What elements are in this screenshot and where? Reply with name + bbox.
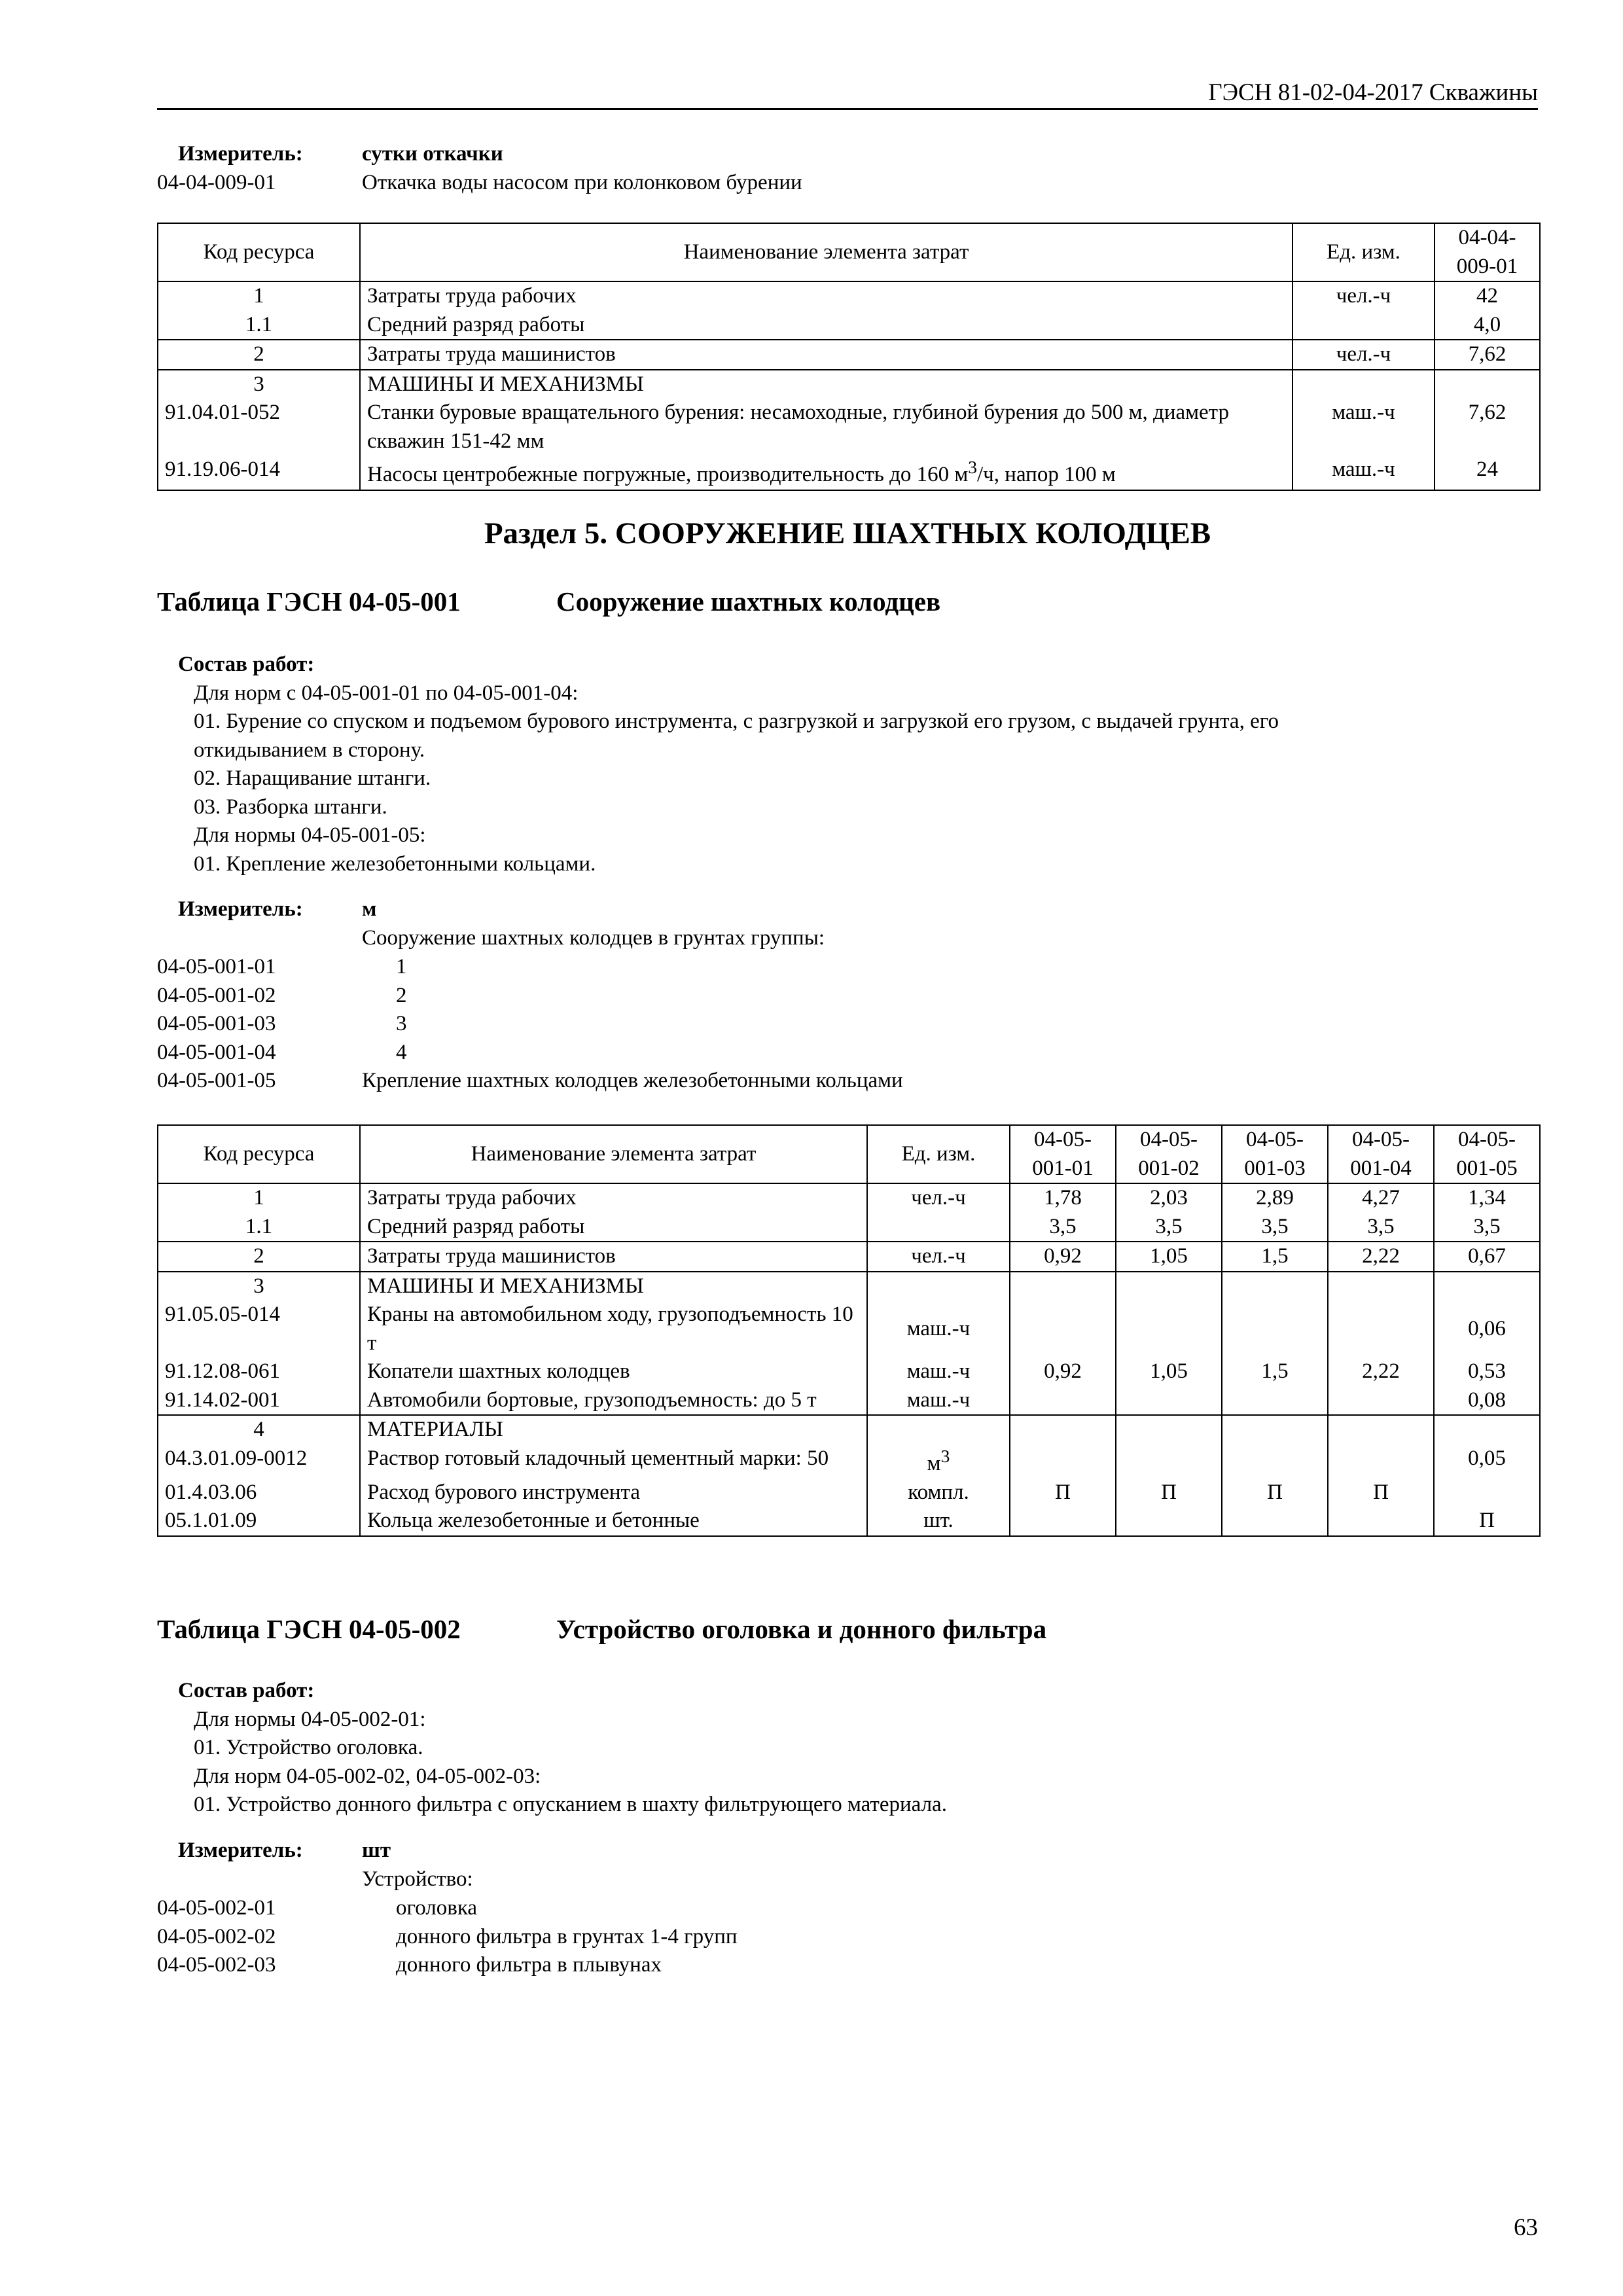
table-row: 1 Затраты труда рабочих чел.-ч 42 <box>158 281 1540 311</box>
work-line: 01. Крепление железобетонными кольцами. <box>194 852 596 876</box>
table-row: 2 Затраты труда машинистов чел.-ч 0,92 1,05 1,5 2,22 0,67 <box>158 1242 1540 1272</box>
measure-block-3: Измеритель: шт <box>178 1839 391 1862</box>
header-rule <box>157 108 1538 110</box>
table-row: 91.19.06-014 Насосы центробежные погружные, производительность до 160 $м^3/ч$, напор 100 м маш.-ч 24 <box>158 456 1540 490</box>
norm-code: 04-04-009-01 <box>157 171 276 194</box>
table-number: Таблица ГЭСН 04-05-001 <box>157 586 461 617</box>
col-header-norm: 04-05-001-05 <box>1434 1125 1540 1183</box>
table-row: 91.14.02-001 Автомобили бортовые, грузоподъемность: до 5 т маш.-ч 0,08 <box>158 1386 1540 1416</box>
work-composition-2: Состав работ: Для нормы 04-05-002-01: 01. Устройство оголовка. Для норм 04-05-002-02, 04-05-002-03: 01. Устройство донного фильтра с опусканием в шахту фильтрующего материала. <box>178 1677 947 1820</box>
work-line: откидыванием в сторону. <box>194 738 425 762</box>
col-header-unit: Ед. изм. <box>867 1125 1010 1183</box>
table-name: Сооружение шахтных колодцев <box>556 586 941 617</box>
table-row: 91.12.08-061 Копатели шахтных колодцев маш.-ч 0,92 1,05 1,5 2,22 0,53 <box>158 1357 1540 1386</box>
table-row: 1.1 Средний разряд работы 4,0 <box>158 311 1540 340</box>
table-row: 01.4.03.06 Расход бурового инструмента компл. П П П П <box>158 1479 1540 1507</box>
col-header-norm: 04-04-009-01 <box>1435 223 1540 281</box>
col-header-code: Код ресурса <box>158 1125 360 1183</box>
norm-code-desc: Откачка воды насосом при колонковом бурении <box>362 171 802 194</box>
table-row: 1.1 Средний разряд работы 3,5 3,5 3,5 3,5 3,5 <box>158 1213 1540 1242</box>
table-row: 05.1.01.09 Кольца железобетонные и бетонные шт. П <box>158 1507 1540 1536</box>
norm-code-row <box>157 169 802 198</box>
running-header: ГЭСН 81-02-04-2017 Скважины <box>1208 79 1538 106</box>
measure-label: Измеритель: <box>178 142 303 166</box>
work-line: Для нормы 04-05-001-05: <box>194 823 426 848</box>
work-line: 01. Устройство оголовка. <box>194 1736 423 1760</box>
work-line: 03. Разборка штанги. <box>194 795 387 819</box>
page-number: 63 <box>1514 2214 1538 2241</box>
resource-table-2 <box>157 1124 1541 1537</box>
table-row: 2 Затраты труда машинистов чел.-ч 7,62 <box>158 340 1540 370</box>
section-title: Раздел 5. СООРУЖЕНИЕ ШАХТНЫХ КОЛОДЦЕВ <box>484 516 1211 550</box>
table-row: 91.05.05-014 Краны на автомобильном ходу, грузоподъемность 10 т маш.-ч 0,06 <box>158 1300 1540 1357</box>
col-header-norm: 04-05-001-03 <box>1222 1125 1328 1183</box>
col-header-name: Наименование элемента затрат <box>360 223 1293 281</box>
measure-sub: Сооружение шахтных колодцев в грунтах группы: <box>362 926 825 950</box>
measure-value: сутки откачки <box>362 142 503 166</box>
table-row: 3 МАШИНЫ И МЕХАНИЗМЫ <box>158 370 1540 399</box>
table-row: 3 МАШИНЫ И МЕХАНИЗМЫ <box>158 1272 1540 1301</box>
col-header-unit: Ед. изм. <box>1293 223 1435 281</box>
work-line: 01. Устройство донного фильтра с опусканием в шахту фильтрующего материала. <box>194 1793 947 1817</box>
work-line: 02. Наращивание штанги. <box>194 766 431 791</box>
measure-block-2: Измеритель: м <box>178 897 377 921</box>
work-composition-1: Состав работ: Для норм с 04-05-001-01 по 04-05-001-04: 01. Бурение со спуском и подъемом бурового инструмента, с разгрузкой и загрузкой его грузом, с выдачей грунта, его откидыванием в сторону. 02. Наращивание штанги. 03. Разборка штанги. Для нормы 04-05-001-05: 01. Крепление железобетонными кольцами. <box>178 651 1279 878</box>
work-line: Для норм 04-05-002-02, 04-05-002-03: <box>194 1764 541 1788</box>
table-row: 91.04.01-052 Станки буровые вращательного бурения: несамоходные, глубиной бурения до 500 м, диаметр скважин 151-42 мм маш.-ч 7,62 <box>158 399 1540 456</box>
table-title-04-05-002 <box>157 1611 1046 1647</box>
measure-block-1 <box>178 140 503 169</box>
resource-table-1 <box>157 223 1541 491</box>
work-line: Для нормы 04-05-002-01: <box>194 1707 426 1731</box>
col-header-name: Наименование элемента затрат <box>360 1125 867 1183</box>
table-title-04-05-001 <box>157 584 940 619</box>
measure-sub: Устройство: <box>362 1867 473 1891</box>
col-header-norm: 04-05-001-04 <box>1328 1125 1434 1183</box>
col-header-code: Код ресурса <box>158 223 360 281</box>
table-row: 4 МАТЕРИАЛЫ <box>158 1415 1540 1444</box>
col-header-norm: 04-05-001-02 <box>1116 1125 1222 1183</box>
table-number: Таблица ГЭСН 04-05-002 <box>157 1614 461 1644</box>
norm-code-list-1: 04-05-001-01 1 04-05-001-02 2 04-05-001-03 3 04-05-001-04 4 04-05-001-05 Крепление шахтных колодцев железобетонными кольцами <box>157 955 903 1093</box>
table-name: Устройство оголовка и донного фильтра <box>556 1614 1047 1644</box>
col-header-norm: 04-05-001-01 <box>1010 1125 1116 1183</box>
table-row: 04.3.01.09-0012 Раствор готовый кладочный цементный марки: 50 $м^3$ 0,05 <box>158 1444 1540 1479</box>
work-line: Для норм с 04-05-001-01 по 04-05-001-04: <box>194 681 579 705</box>
norm-code-list-2: 04-05-002-01 оголовка 04-05-002-02 донного фильтра в грунтах 1-4 групп 04-05-002-03 донного фильтра в плывунах <box>157 1896 738 1977</box>
table-row: 1 Затраты труда рабочих чел.-ч 1,78 2,03 2,89 4,27 1,34 <box>158 1183 1540 1213</box>
work-line: 01. Бурение со спуском и подъемом бурового инструмента, с разгрузкой и загрузкой его грузом, с выдачей грунта, его <box>194 709 1279 734</box>
